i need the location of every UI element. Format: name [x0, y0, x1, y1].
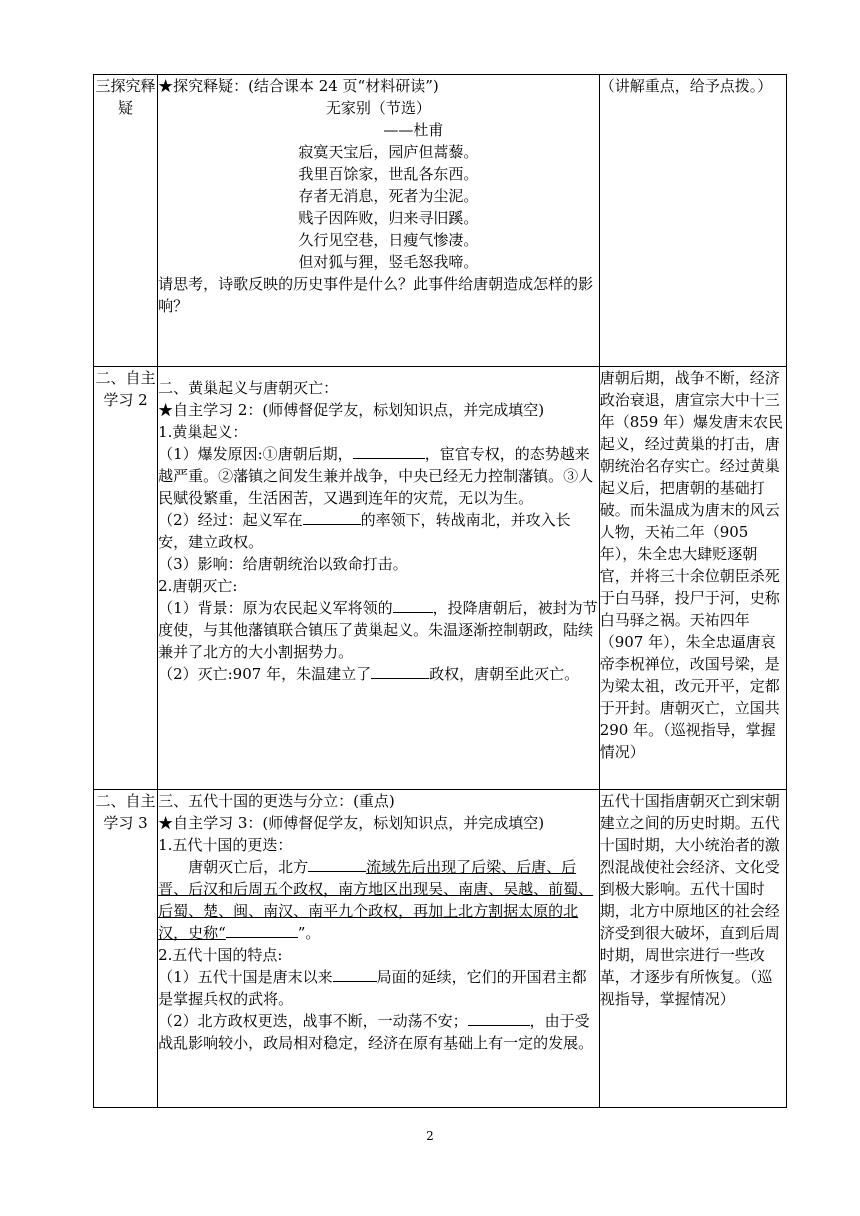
poem-line: 我里百馀家，世乱各东西。 — [298, 165, 479, 183]
text-span: 唐朝灭亡后，北方 — [188, 858, 309, 876]
subsection-title: 2.唐朝灭亡: — [158, 577, 238, 595]
fill-blank[interactable] — [468, 1010, 530, 1026]
subsection-title: 1.黄巢起义： — [158, 423, 248, 441]
fill-blank[interactable] — [226, 922, 298, 938]
poem-title: 无家别（节选） — [325, 99, 431, 117]
poem-line: 久行见空巷，日瘦气惨凄。 — [298, 231, 479, 249]
paragraph: （3）影响：给唐朝统治以致命打击。 — [158, 555, 408, 573]
fill-blank[interactable] — [353, 443, 425, 459]
fill-blank[interactable] — [303, 509, 361, 525]
study-task: ★自主学习 3：(师傅督促学友，标划知识点，并完成填空) — [158, 814, 545, 832]
paragraph — [158, 966, 599, 1010]
fill-blank[interactable] — [371, 663, 429, 679]
table-row — [94, 790, 787, 1108]
poem-line: 存者无消息，死者为尘泥。 — [298, 187, 479, 205]
paragraph — [158, 663, 599, 685]
fill-blank[interactable] — [333, 966, 377, 982]
text-span: （1）背景：原为农民起义军将领的 — [158, 599, 393, 617]
text-span: （1）五代十国是唐末以来 — [158, 968, 333, 986]
teacher-note — [599, 367, 786, 790]
text-span: （2）灭亡:907 年，朱温建立了 — [158, 665, 372, 683]
section-title: 二、黄巢起义与唐朝灭亡： — [158, 379, 339, 397]
text-span: （2）经过：起义军在 — [158, 511, 303, 529]
row-label — [94, 367, 158, 790]
table-row — [94, 367, 787, 790]
poem-author: ——杜甫 — [383, 121, 444, 139]
text-span: 流域先后出现了后梁、后唐、后晋、后汉和后周五个政权，南方地区出现吴、南唐、吴越、前蜀、后蜀、楚、闽、南汉、南平九个政权，再加上北方割据太原的北汉，史称“ — [158, 858, 594, 942]
teacher-note-text: 唐朝后期，战争不断，经济政治衰退，唐宣宗大中十三年（859 年）爆发唐末农民起义，经过黄巢的打击，唐朝统治名存实亡。经过黄巢起义后，把唐朝的基础打破。而朱温成为唐末的风云人物，天祐二年（905 年），朱全忠大肆贬逐朝官，并将三十余位朝臣杀死于白马驿，投尸于河，史称白马驿之祸。天祐四年（907 年），朱全忠逼唐哀帝李柷禅位，改国号梁，是为梁太祖，改元开平，定都于开封。唐朝灭亡，立国共 290 年。（巡视指导，掌握情况） — [599, 369, 784, 761]
poem-line: 寂寞天宝后，园庐但蒿藜。 — [298, 143, 479, 161]
row-label-text: 二、自主学习 2 — [95, 369, 156, 409]
text-span: ，宦官专权，的态势越来越严重。②藩镇之间发生兼并战争，中央已经无力控制藩镇。③人民赋役繁重，生活困苦，又遇到连年的灾荒，无以为生。 — [158, 445, 594, 507]
fill-blank[interactable] — [393, 597, 433, 613]
teacher-note — [599, 75, 786, 367]
paragraph — [158, 597, 599, 663]
text-span: ”。 — [297, 924, 321, 942]
row-label-text: 三探究释疑 — [95, 77, 156, 117]
row-label — [94, 790, 158, 1108]
row-label — [94, 75, 158, 367]
section-heading: ★探究释疑：(结合课本 24 页“材料研读”) — [158, 77, 439, 95]
page-number: 2 — [426, 1129, 434, 1143]
section-title: 三、五代十国的更迭与分立：(重点) — [158, 792, 395, 810]
poem-line: 但对狐与狸，竖毛怒我啼。 — [298, 253, 479, 271]
table-row — [94, 75, 787, 367]
text-span: 的率领下，转战南北，并攻入长安，建立政权。 — [158, 511, 571, 551]
fill-blank[interactable] — [308, 856, 366, 872]
row-label-text: 二、自主学习 3 — [95, 792, 156, 832]
text-span: ，由于受战乱影响较小，政局相对稳定，经济在原有基础上有一定的发展。 — [158, 1012, 594, 1052]
row-content — [158, 367, 600, 790]
discussion-question: 请思考，诗歌反映的历史事件是什么？此事件给唐朝造成怎样的影响？ — [158, 275, 594, 315]
text-span: ，投降唐朝后，被封为节度使，与其他藩镇联合镇压了黄巢起义。朱温逐渐控制朝政，陆续兼并了北方的大小割据势力。 — [158, 599, 598, 661]
text-span: （1）爆发原因:①唐朝后期， — [158, 445, 353, 463]
paragraph — [158, 509, 599, 553]
text-span: 政权，唐朝至此灭亡。 — [429, 665, 580, 683]
lesson-plan-table — [93, 74, 787, 1108]
paragraph — [158, 443, 599, 509]
teacher-note-text: （讲解重点，给予点拨。） — [599, 77, 773, 95]
row-content — [158, 790, 600, 1108]
text-span: （2）北方政权更迭，战事不断，一动荡不安； — [158, 1012, 468, 1030]
text-span: 局面的延续，它们的开国君主都是掌握兵权的武将。 — [158, 968, 587, 1008]
subsection-title: 2.五代十国的特点: — [158, 946, 283, 964]
poem-line: 贱子因阵败，归来寻旧蹊。 — [298, 209, 479, 227]
paragraph — [158, 856, 599, 944]
teacher-note-text: 五代十国指唐朝灭亡到宋朝建立之间的历史时期。五代十国时期，大小统治者的激烈混战使社会经济、文化受到极大影响。五代十国时期，北方中原地区的社会经济受到很大破坏，直到后周时期，周世宗进行一些改革，才逐步有所恢复。（巡视指导，掌握情况） — [599, 792, 780, 1008]
subsection-title: 1.五代十国的更迭： — [158, 836, 293, 854]
paragraph — [158, 1010, 599, 1054]
row-content — [158, 75, 600, 367]
teacher-note — [599, 790, 786, 1108]
study-task: ★自主学习 2：(师傅督促学友，标划知识点，并完成填空) — [158, 401, 545, 419]
